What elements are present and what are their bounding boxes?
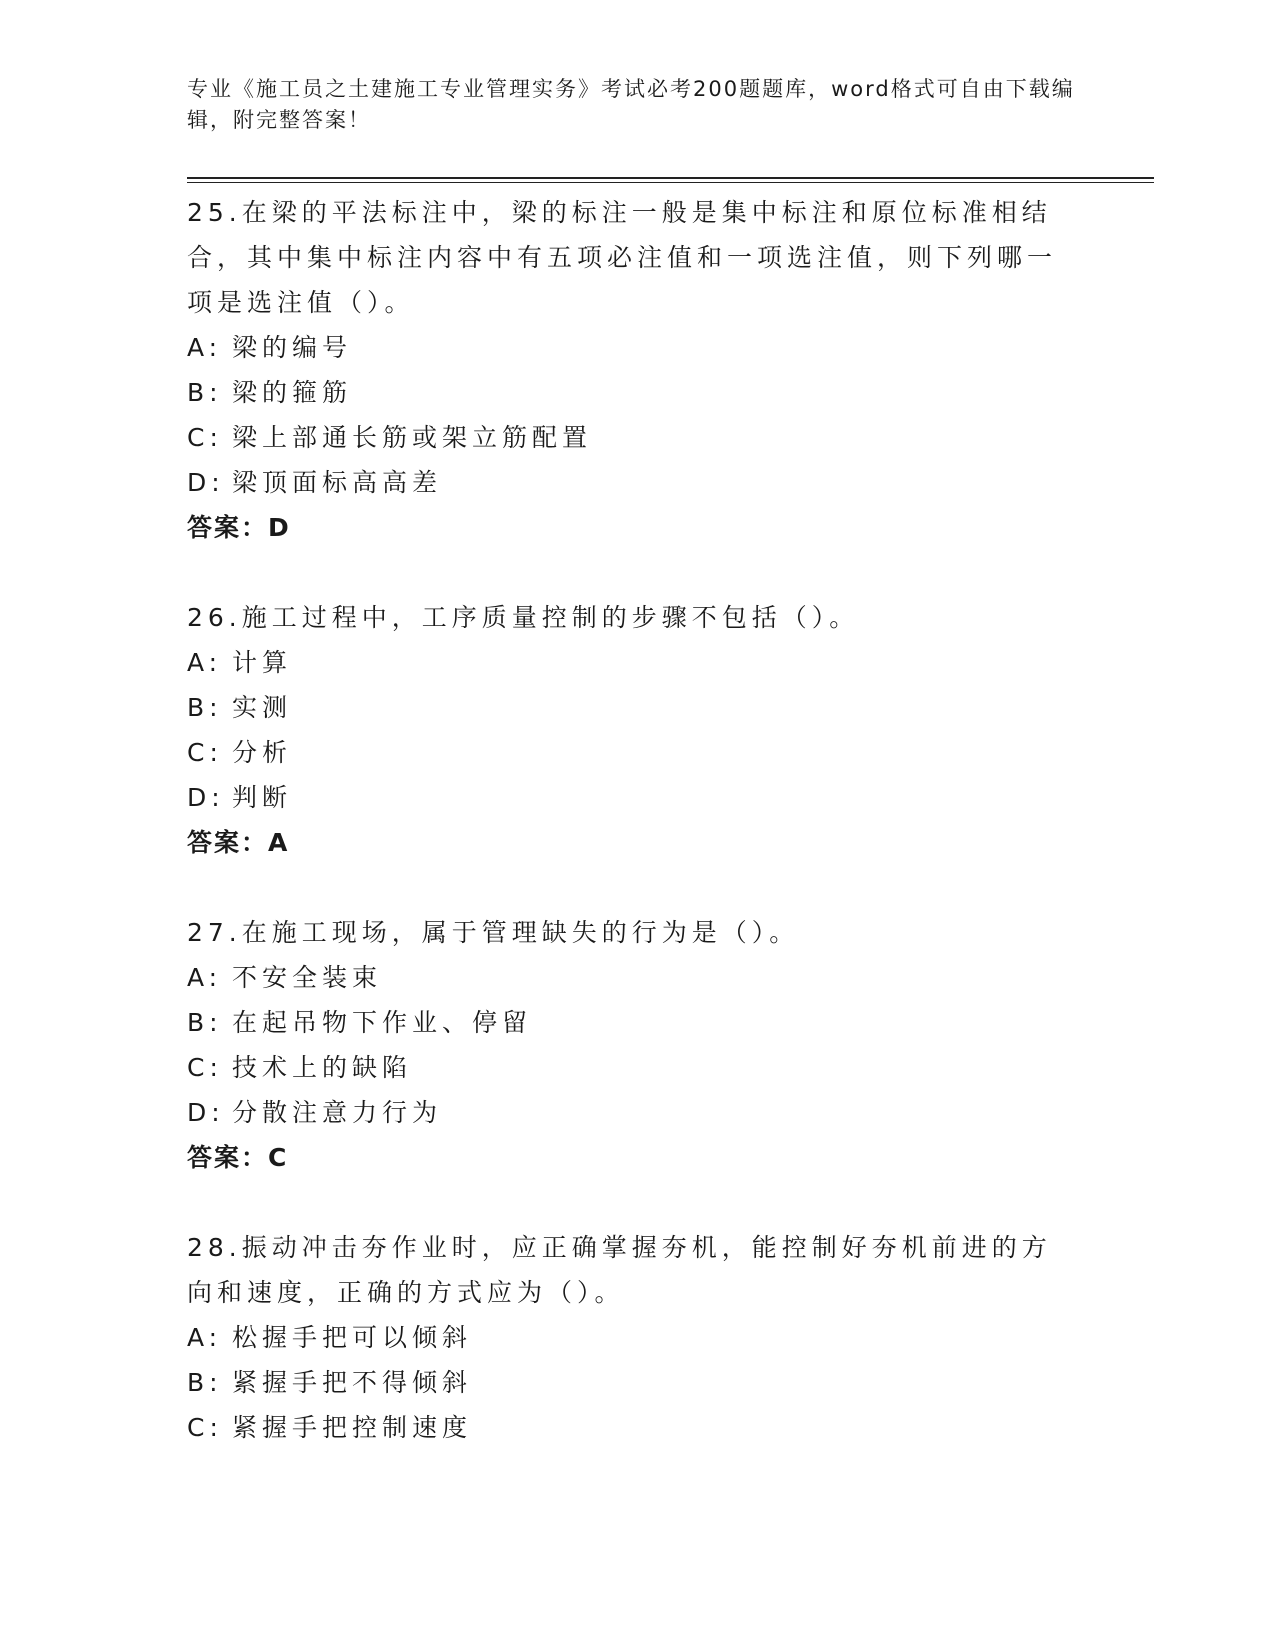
option-letter: C: <box>187 1413 223 1442</box>
question-26 <box>187 595 1077 866</box>
question-stem: 25.在梁的平法标注中，梁的标注一般是集中标注和原位标准相结合，其中集中标注内容中有五项必注值和一项选注值，则下列哪一项是选注值（）。 <box>187 198 1058 317</box>
option-b <box>187 1000 1077 1045</box>
option-a <box>187 1315 1077 1360</box>
option-a <box>187 955 1077 1000</box>
option-c <box>187 1405 1077 1450</box>
option-letter: B: <box>187 378 223 407</box>
option-text: 计算 <box>232 648 293 677</box>
question-stem: 27.在施工现场，属于管理缺失的行为是（）。 <box>187 918 800 947</box>
option-text: 分析 <box>232 738 293 767</box>
option-d <box>187 775 1077 820</box>
option-b <box>187 685 1077 730</box>
option-text: 紧握手把不得倾斜 <box>232 1368 473 1397</box>
header-divider-thin <box>187 182 1154 183</box>
option-letter: B: <box>187 1368 223 1397</box>
option-text: 不安全装束 <box>232 963 383 992</box>
option-a <box>187 640 1077 685</box>
option-d <box>187 1090 1077 1135</box>
option-text: 紧握手把控制速度 <box>232 1413 473 1442</box>
document-header: 专业《施工员之土建施工专业管理实务》考试必考200题题库，word格式可自由下载编辑，附完整答案！ <box>187 77 1075 132</box>
option-letter: B: <box>187 1008 223 1037</box>
question-list <box>187 190 1077 1494</box>
question-stem: 26.施工过程中，工序质量控制的步骤不包括（）。 <box>187 603 860 632</box>
answer-line: 答案：C <box>187 1143 289 1172</box>
option-text: 实测 <box>232 693 293 722</box>
option-text: 梁的编号 <box>232 333 353 362</box>
option-text: 判断 <box>232 783 293 812</box>
option-letter: A: <box>187 963 223 992</box>
answer-line: 答案：D <box>187 513 291 542</box>
option-letter: C: <box>187 423 223 452</box>
option-letter: A: <box>187 1323 223 1352</box>
question-25 <box>187 190 1077 551</box>
option-text: 分散注意力行为 <box>232 1098 443 1127</box>
header-divider-thick <box>187 177 1154 179</box>
option-b <box>187 1360 1077 1405</box>
option-letter: B: <box>187 693 223 722</box>
option-letter: C: <box>187 738 223 767</box>
option-a <box>187 325 1077 370</box>
option-text: 梁顶面标高高差 <box>232 468 443 497</box>
option-text: 梁的箍筋 <box>232 378 353 407</box>
question-28 <box>187 1225 1077 1450</box>
option-text: 在起吊物下作业、停留 <box>232 1008 533 1037</box>
option-letter: D: <box>187 468 225 497</box>
option-c <box>187 415 1077 460</box>
answer-line: 答案：A <box>187 828 290 857</box>
question-stem: 28.振动冲击夯作业时，应正确掌握夯机，能控制好夯机前进的方向和速度，正确的方式应为（）。 <box>187 1233 1052 1307</box>
option-c <box>187 1045 1077 1090</box>
option-letter: D: <box>187 1098 225 1127</box>
question-27 <box>187 910 1077 1181</box>
option-c <box>187 730 1077 775</box>
option-letter: C: <box>187 1053 223 1082</box>
option-text: 技术上的缺陷 <box>232 1053 413 1082</box>
option-letter: A: <box>187 333 223 362</box>
option-text: 梁上部通长筋或架立筋配置 <box>232 423 593 452</box>
option-letter: A: <box>187 648 223 677</box>
option-letter: D: <box>187 783 225 812</box>
option-text: 松握手把可以倾斜 <box>232 1323 473 1352</box>
option-d <box>187 460 1077 505</box>
option-b <box>187 370 1077 415</box>
